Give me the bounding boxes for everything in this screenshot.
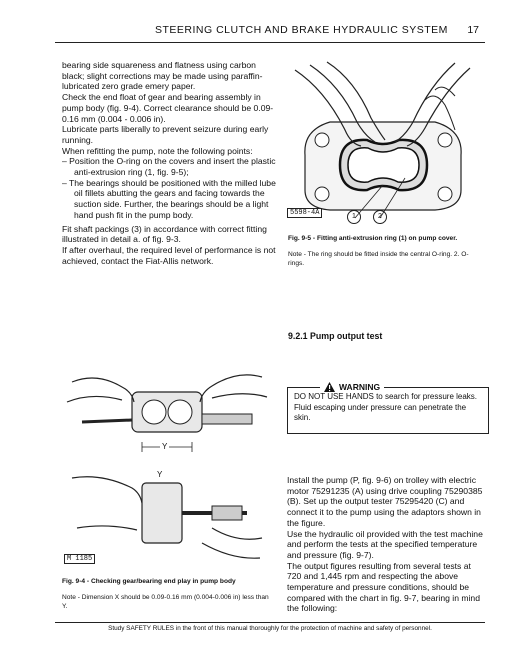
bullet-item: – The bearings should be positioned with the milled lube oil fillets abutting the gears and facing towards the suction side. Further, the bearings should be a light hand push fit in the pump body. xyxy=(62,177,276,220)
figure-9-4-upper-illustration xyxy=(62,362,272,462)
warning-icon xyxy=(324,382,335,392)
page-footer: Study SAFETY RULES in the front of this manual thoroughly for the protection of machine and safety of personnel. xyxy=(108,625,432,632)
figure-9-5-note: Note - The ring should be fitted inside the central O-ring. 2. O-rings. xyxy=(288,251,469,267)
pump-cover-drawing xyxy=(285,60,480,230)
paragraph: Fit shaft packings (3) in accordance with correct fitting illustrated in detail a. of fig. 9-3. xyxy=(62,223,267,245)
caption-text: Fitting anti-extrusion ring (1) on pump cover. xyxy=(316,235,458,242)
callout-2: 2 xyxy=(373,210,387,224)
figure-9-5-caption xyxy=(288,235,483,244)
paragraph: Install the pump (P, fig. 9-6) on trolley with electric motor 75291235 (A) using drive coupling 75290385 (B). Set up the output tester 75295420 (C) and connect it to the pump using the adaptors shown in the figure. xyxy=(287,475,483,528)
dimension-label-y: Y xyxy=(157,470,163,479)
warning-heading xyxy=(320,382,384,392)
page-number: 17 xyxy=(467,24,479,36)
callout-1: 1 xyxy=(347,210,361,224)
right-column-text xyxy=(287,475,483,614)
caption-text: Checking gear/bearing end play in pump body xyxy=(90,578,236,585)
paragraph: Check the end float of gear and bearing assembly in pump body (fig. 9-4). Correct clearance should be 0.09-0.16 mm (0.004 - 0.006 in). xyxy=(62,92,274,124)
caption-label: Fig. 9-4 - xyxy=(62,578,90,585)
figure-9-4-note: Note - Dimension X should be 0.09-0.16 mm (0.004-0.006 in) less than Y. xyxy=(62,594,269,610)
footer-divider xyxy=(55,622,485,623)
paragraph: Lubricate parts liberally to prevent seizure during early running. xyxy=(62,124,269,145)
figure-9-4-lower-illustration xyxy=(62,468,272,568)
page-header xyxy=(55,24,485,43)
paragraph: bearing side squareness and flatness using carbon black; slight corrections may be made using paraffin-lubricated zero grade emery paper. xyxy=(62,60,263,92)
figure-9-4-caption xyxy=(62,578,277,587)
warning-box: DO NOT USE HANDS to search for pressure leaks. Fluid escaping under pressure can penetrate the skin. xyxy=(287,387,489,434)
micrometer-drawing xyxy=(62,468,272,568)
bullet-item: – Position the O-ring on the covers and insert the plastic anti-extrusion ring (1, fig. 9-5); xyxy=(62,156,276,178)
figure-9-5-illustration xyxy=(285,60,480,230)
paragraph: If after overhaul, the required level of performance is not achieved, contact the Fiat-Allis network. xyxy=(62,244,276,266)
paragraph: When refitting the pump, note the following points: xyxy=(62,145,253,156)
dimension-label-y: Y xyxy=(162,442,168,451)
section-heading: 9.2.1 Pump output test xyxy=(288,331,383,341)
warning-label: WARNING xyxy=(339,382,381,392)
page-title: STEERING CLUTCH AND BRAKE HYDRAULIC SYSTEM xyxy=(155,24,448,36)
paragraph: The output figures resulting from several tests at 720 and 1,445 rpm and respecting the above temperature and pressure conditions, should be compared with the chart in fig. 9-7, bearing in mind the following: xyxy=(287,560,480,614)
figure-tag: 5598-4A xyxy=(287,208,322,218)
paragraph: Use the hydraulic oil provided with the test machine and perform the tests at the specified temperature and pressure (fig. 9-7). xyxy=(287,528,483,560)
left-column-text xyxy=(62,60,280,266)
caption-label: Fig. 9-5 - xyxy=(288,235,316,242)
figure-tag: M 1185 xyxy=(64,554,95,564)
